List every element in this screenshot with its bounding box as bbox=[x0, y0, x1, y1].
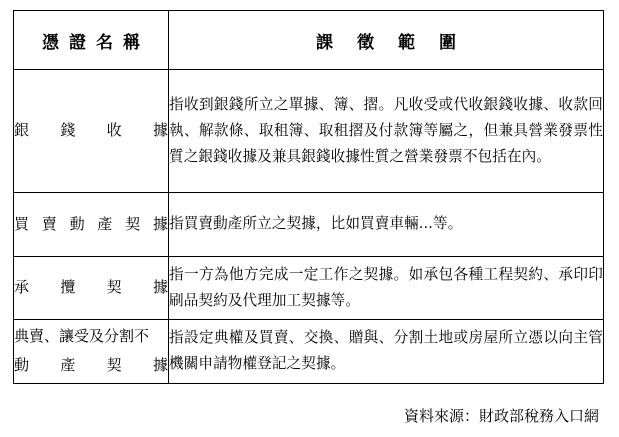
name-char: 產 bbox=[60, 356, 76, 375]
name-char: 契 bbox=[106, 356, 122, 375]
name-char: 據 bbox=[152, 214, 168, 233]
header-name-char: 證 bbox=[69, 32, 86, 53]
name-line bbox=[14, 322, 168, 351]
header-name-char: 稱 bbox=[123, 32, 140, 53]
name-char: 收 bbox=[106, 121, 122, 140]
name-char: 據 bbox=[152, 356, 168, 375]
row-document-name bbox=[14, 192, 169, 256]
row-tax-scope: 指買賣動產所立之契據，比如買賣車輛...等。 bbox=[169, 192, 604, 256]
header-tax-scope bbox=[169, 11, 604, 70]
header-desc-char: 課 bbox=[316, 32, 333, 53]
name-char: 錢 bbox=[60, 121, 76, 140]
source-note: 資料來源：財政部稅務入口網 bbox=[403, 407, 599, 425]
table-header-row bbox=[14, 11, 604, 70]
table-row bbox=[14, 256, 604, 319]
name-char: 產 bbox=[97, 214, 113, 233]
name-char: 動 bbox=[69, 214, 85, 233]
name-line bbox=[14, 273, 168, 302]
header-desc-char: 範 bbox=[398, 32, 415, 53]
header-desc-char: 徵 bbox=[357, 32, 374, 53]
header-name-char: 名 bbox=[96, 32, 113, 53]
name-char: 銀 bbox=[14, 121, 30, 140]
name-char: 據 bbox=[152, 121, 168, 140]
header-document-name bbox=[14, 11, 169, 70]
row-tax-scope: 指一方為他方完成一定工作之契據。如承包各種工程契約、承印印刷品契約及代理加工契據等。 bbox=[169, 256, 604, 319]
name-text: 典賣、讓受及分割不 bbox=[14, 327, 150, 346]
header-desc-char: 圍 bbox=[439, 32, 456, 53]
header-name-char: 憑 bbox=[42, 32, 59, 53]
name-char: 動 bbox=[14, 356, 30, 375]
row-document-name bbox=[14, 70, 169, 193]
table-row bbox=[14, 319, 604, 383]
name-char: 攬 bbox=[60, 278, 76, 297]
name-char: 契 bbox=[106, 278, 122, 297]
row-document-name bbox=[14, 256, 169, 319]
name-line bbox=[14, 116, 168, 145]
table-row bbox=[14, 192, 604, 256]
row-tax-scope: 指設定典權及買賣、交換、贈與、分割土地或房屋所立憑以向主管機關申請物權登記之契據。 bbox=[169, 319, 604, 383]
row-document-name bbox=[14, 319, 169, 383]
name-line bbox=[14, 210, 168, 239]
name-char: 契 bbox=[125, 214, 141, 233]
name-char: 買 bbox=[14, 214, 30, 233]
name-line bbox=[14, 351, 168, 380]
row-tax-scope: 指收到銀錢所立之單據、簿、摺。凡收受或代收銀錢收據、收款回執、解款條、取租簿、取租摺及付款簿等屬之，但兼具營業發票性質之銀錢收據及兼具銀錢收據性質之營業發票不包括在內。 bbox=[169, 70, 604, 193]
stamp-tax-scope-table bbox=[13, 10, 604, 384]
table-row bbox=[14, 70, 604, 193]
name-char: 賣 bbox=[41, 214, 57, 233]
name-char: 承 bbox=[14, 278, 30, 297]
name-char: 據 bbox=[152, 278, 168, 297]
